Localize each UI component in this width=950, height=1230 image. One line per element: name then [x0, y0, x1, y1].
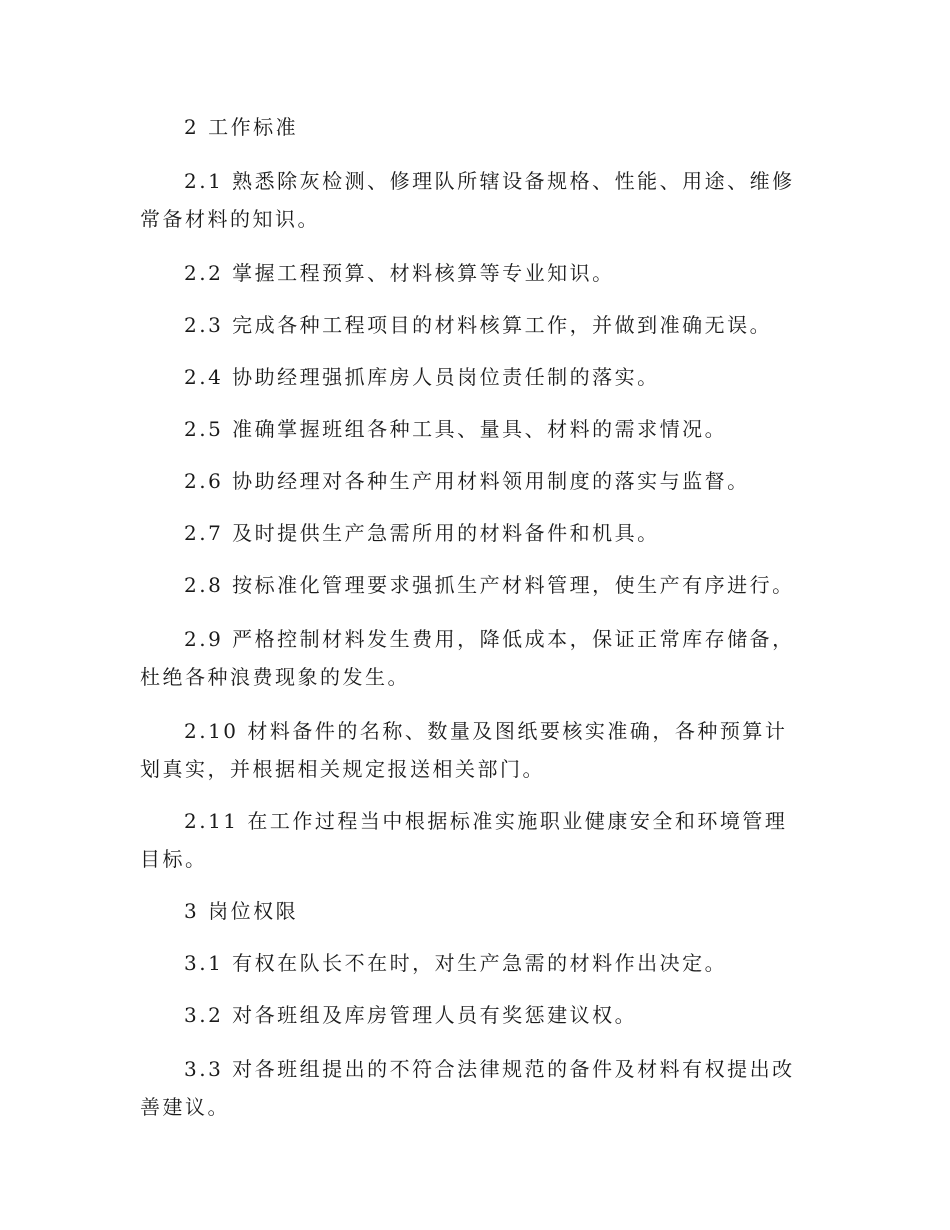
- paragraph-2-2: 2.2 掌握工程预算、材料核算等专业知识。: [184, 261, 615, 285]
- paragraph-2-6: 2.6 协助经理对各种生产用材料领用制度的落实与监督。: [184, 469, 750, 493]
- paragraph-2-4: 2.4 协助经理强抓库房人员岗位责任制的落实。: [184, 365, 660, 389]
- paragraph-3-2: 3.2 对各班组及库房管理人员有奖惩建议权。: [184, 1003, 638, 1027]
- paragraph-2-8: 2.8 按标准化管理要求强抓生产材料管理，使生产有序进行。: [184, 573, 795, 597]
- section-heading-3: 3 岗位权限: [184, 899, 299, 923]
- paragraph-2-5: 2.5 准确掌握班组各种工具、量具、材料的需求情况。: [184, 417, 728, 441]
- paragraph-3-3: 3.3 对各班组提出的不符合法律规范的备件及材料有权提出改善建议。: [140, 1057, 795, 1119]
- section-heading-2: 2 工作标准: [184, 115, 299, 139]
- paragraph-2-11: 2.11 在工作过程当中根据标准实施职业健康安全和环境管理目标。: [140, 809, 788, 871]
- paragraph-2-7: 2.7 及时提供生产急需所用的材料备件和机具。: [184, 521, 660, 545]
- paragraph-3-1: 3.1 有权在队长不在时，对生产急需的材料作出决定。: [184, 951, 728, 975]
- paragraph-2-1: 2.1 熟悉除灰检测、修理队所辖设备规格、性能、用途、维修常备材料的知识。: [140, 169, 795, 231]
- paragraph-2-3: 2.3 完成各种工程项目的材料核算工作，并做到准确无误。: [184, 313, 773, 337]
- paragraph-2-9: 2.9 严格控制材料发生费用，降低成本，保证正常库存储备，杜绝各种浪费现象的发生。: [140, 627, 795, 689]
- paragraph-2-10: 2.10 材料备件的名称、数量及图纸要核实准确，各种预算计划真实，并根据相关规定报送相关部门。: [140, 719, 788, 781]
